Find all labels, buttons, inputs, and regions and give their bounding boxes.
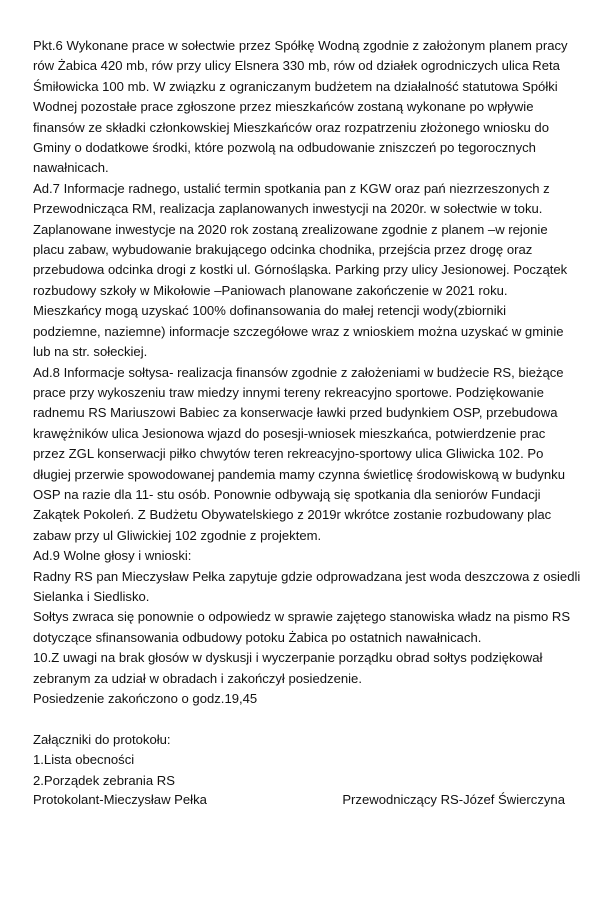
text-line: rów Żabica 420 mb, rów przy ulicy Elsnera 330 mb, rów od działek ogrodniczych ulica Reta (33, 58, 560, 74)
protocol-text (33, 36, 581, 709)
text-line: zabaw przy ul Gliwickiej 102 zgodnie z projektem. (33, 527, 322, 543)
text-line: Sielanka i Siedlisko. (33, 588, 150, 604)
text-line: Ad.7 Informacje radnego, ustalić termin spotkania pan z KGW oraz pań niezrzeszonych z (33, 180, 550, 196)
text-line: rozbudowy szkoły w Mikołowie –Paniowach planowane zakończenie w 2021 roku. (33, 282, 508, 298)
text-line: Pkt.6 Wykonane prace w sołectwie przez Spółkę Wodną zgodnie z założonym planem pracy (33, 38, 568, 53)
text-line: Radny RS pan Mieczysław Pełka zapytuje gdzie odprowadzana jest woda deszczowa z osiedli (33, 568, 581, 584)
text-line: Sołtys zwraca się ponownie o odpowiedz w sprawie zajętego stanowiska władz na pismo RS (33, 609, 571, 625)
text-line: Zakątek Pokoleń. Z Budżetu Obywatelskiego z 2019r wkrótce zostanie rozbudowany plac (33, 507, 552, 523)
text-line: Ad.9 Wolne głosy i wnioski: (33, 548, 192, 564)
text-line: prace przy wykoszeniu traw miedzy innymi tereny rekreacyjno sportowe. Podziękowanie (33, 384, 544, 400)
blank-line (33, 709, 578, 729)
text-line: zebranym za udział w obradach i zakończył posiedzenie. (33, 670, 362, 686)
text-line: Wodnej pozostałe prace zgłoszone przez mieszkańców zostaną wykonane po wpływie (33, 99, 534, 115)
text-line: Gminy o dodatkowe środki, które pozwolą na odbudowanie zniszczeń po tegorocznych (33, 140, 536, 156)
text-line: przez ZGL konserwacji piłko chwytów teren rekreacyjno-sportowy ulica Gliwicka 102. Po (33, 446, 544, 462)
text-line: Mieszkańcy mogą uzyskać 100% dofinansowania do małej retencji wody(zbiorniki (33, 303, 507, 319)
text-line: długiej przerwie spowodowanej pandemia mamy czynna świetlicę środowiskową w budynku (33, 466, 566, 482)
attachment-item: 1.Lista obecności (33, 752, 135, 768)
text-line: 10.Z uwagi na brak głosów w dyskusji i wyczerpanie porządku obrad sołtys podziękował (33, 650, 543, 666)
text-line: Ad.8 Informacje sołtysa- realizacja finansów zgodnie z założeniami w budżecie RS, bieżące (33, 364, 564, 380)
text-line: Śmiłowicka 100 mb. W związku z ograniczanym budżetem na działalność statutowa Spółki (33, 78, 558, 94)
text-line: krawężników ulica Jesionowa wjazd do posesji-wniosek mieszkańca, potwierdzenie prac (33, 425, 546, 441)
text-line: dotyczące sfinansowania odbudowy potoku Żabica po ostatnich nawałnicach. (33, 629, 482, 645)
text-line: placu zabaw, wybudowanie brakującego odcinka chodnika, przejścia przez drogę oraz (33, 242, 533, 258)
attachments-section (33, 730, 578, 791)
chairman-signature: Przewodniczący RS-Józef Świerczyna (342, 792, 565, 807)
text-line: finansów ze składki członkowskiej Mieszkańców oraz rozpatrzeniu złożonego wniosku do (33, 119, 549, 135)
text-line: lub na str. sołeckiej. (33, 344, 148, 360)
text-line: OSP na razie dla 11- stu osób. Ponownie odbywają się spotkania dla seniorów Fundacji (33, 486, 541, 502)
attachments-heading: Załączniki do protokołu: (33, 731, 171, 747)
closing-time-line: Posiedzenie zakończono o godz.19,45 (33, 691, 258, 706)
text-line: radnemu RS Mariuszowi Babiec za konserwacje ławki przed budynkiem OSP, przebudowa (33, 405, 558, 421)
text-line: Przewodnicząca RM, realizacja zaplanowanych inwestycji na 2020r. w sołectwie w toku. (33, 201, 543, 217)
attachment-item: 2.Porządek zebrania RS (33, 772, 175, 788)
document-body (33, 36, 581, 791)
text-line: przebudowa odcinka drogi z kostki ul. Górnośląska. Parking przy ulicy Jesionowej. Początek (33, 262, 568, 278)
text-line: Zaplanowane inwestycje na 2020 rok zostaną zrealizowane zgodnie z planem –w rejonie (33, 221, 548, 237)
text-line: podziemne, naziemne) informacje szczegółowe wraz z wnioskiem można uzyskać w gminie (33, 323, 564, 339)
text-line: nawałnicach. (33, 160, 109, 176)
recorder-signature: Protokolant-Mieczysław Pełka (33, 792, 207, 807)
